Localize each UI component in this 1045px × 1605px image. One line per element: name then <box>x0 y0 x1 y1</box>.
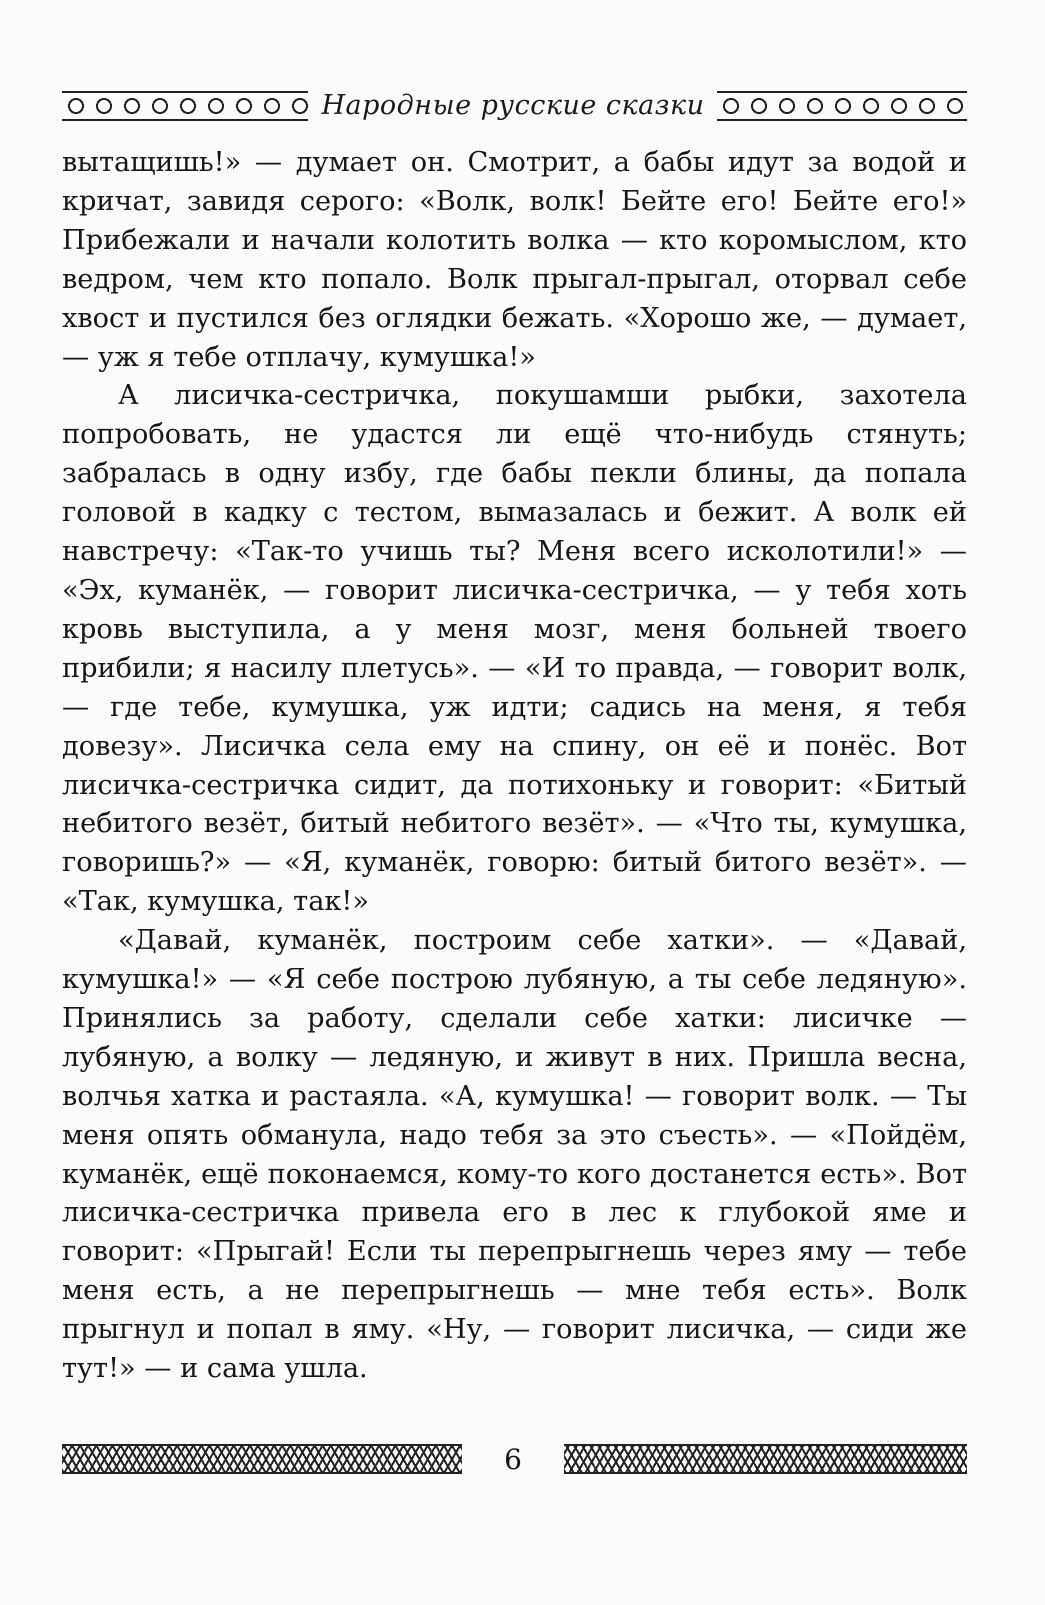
footer-ornament-right <box>564 1444 967 1474</box>
footer-ornament-left <box>62 1444 462 1474</box>
page-header <box>62 86 967 126</box>
paragraph-2: А лисичка-сестричка, покушамши рыбки, захотела попробовать, не удастся ли ещё что-нибудь стянуть; забралась в одну избу, где бабы пекли блины, да попала головой в кадку с тестом, вымазалась и бежит. А волк ей навстречу: «Так-то учишь ты? Меня всего исколотили!» — «Эх, куманёк, — говорит лисичка-сестричка, — у тебя хоть кровь выступила, а у меня мозг, меня больней твоего прибили; я насилу плетусь». — «И то правда, — говорит волк, — где тебе, кумушка, уж идти; садись на меня, я тебя довезу». Лисичка села ему на спину, он её и понёс. Вот лисичка-сестричка сидит, да потихоньку и говорит: «Битый небитого везёт, битый небитого везёт». — «Что ты, кумушка, говоришь?» — «Я, куманёк, говорю: битый битого везёт». — «Так, кумушка, так!» <box>62 380 967 918</box>
page-number: 6 <box>504 1443 522 1476</box>
paragraph-1: вытащишь!» — думает он. Смотрит, а бабы идут за водой и кричат, завидя серого: «Волк, волк! Бейте его! Бейте его!» Прибежали и начали колотить волка — кто коромыслом, кто ведром, чем кто попало. Волк прыгал-прыгал, оторвал себе хвост и пустился без оглядки бежать. «Хорошо же, — думает, — уж я тебе отплачу, кумушка!» <box>62 147 967 373</box>
header-ornament-left <box>62 91 308 121</box>
header-ornament-right <box>717 91 967 121</box>
paragraph-3: «Давай, куманёк, построим себе хатки». — «Давай, кумушка!» — «Я себе построю лубяную, а ты себе ледяную». Принялись за работу, сделали себе хатки: лисичке — лубяную, а волку — ледяную, и живут в них. Пришла весна, волчья хатка и растаяла. «А, кумушка! — говорит волк. — Ты меня опять обманула, надо тебя за это съесть». — «Пойдём, куманёк, ещё поконаемся, кому-то кого достанется есть». Вот лисичка-сестричка привела его в лес к глубокой яме и говорит: «Прыгай! Если ты перепрыгнешь через яму — тебе меня есть, а не перепрыгнешь — мне тебя есть». Волк прыгнул и попал в яму. «Ну, — говорит лисичка, — сиди же тут!» — и сама ушла. <box>62 925 967 1385</box>
page-footer <box>62 1440 967 1480</box>
story-text <box>62 144 967 1389</box>
running-title: Народные русские сказки <box>321 90 705 121</box>
